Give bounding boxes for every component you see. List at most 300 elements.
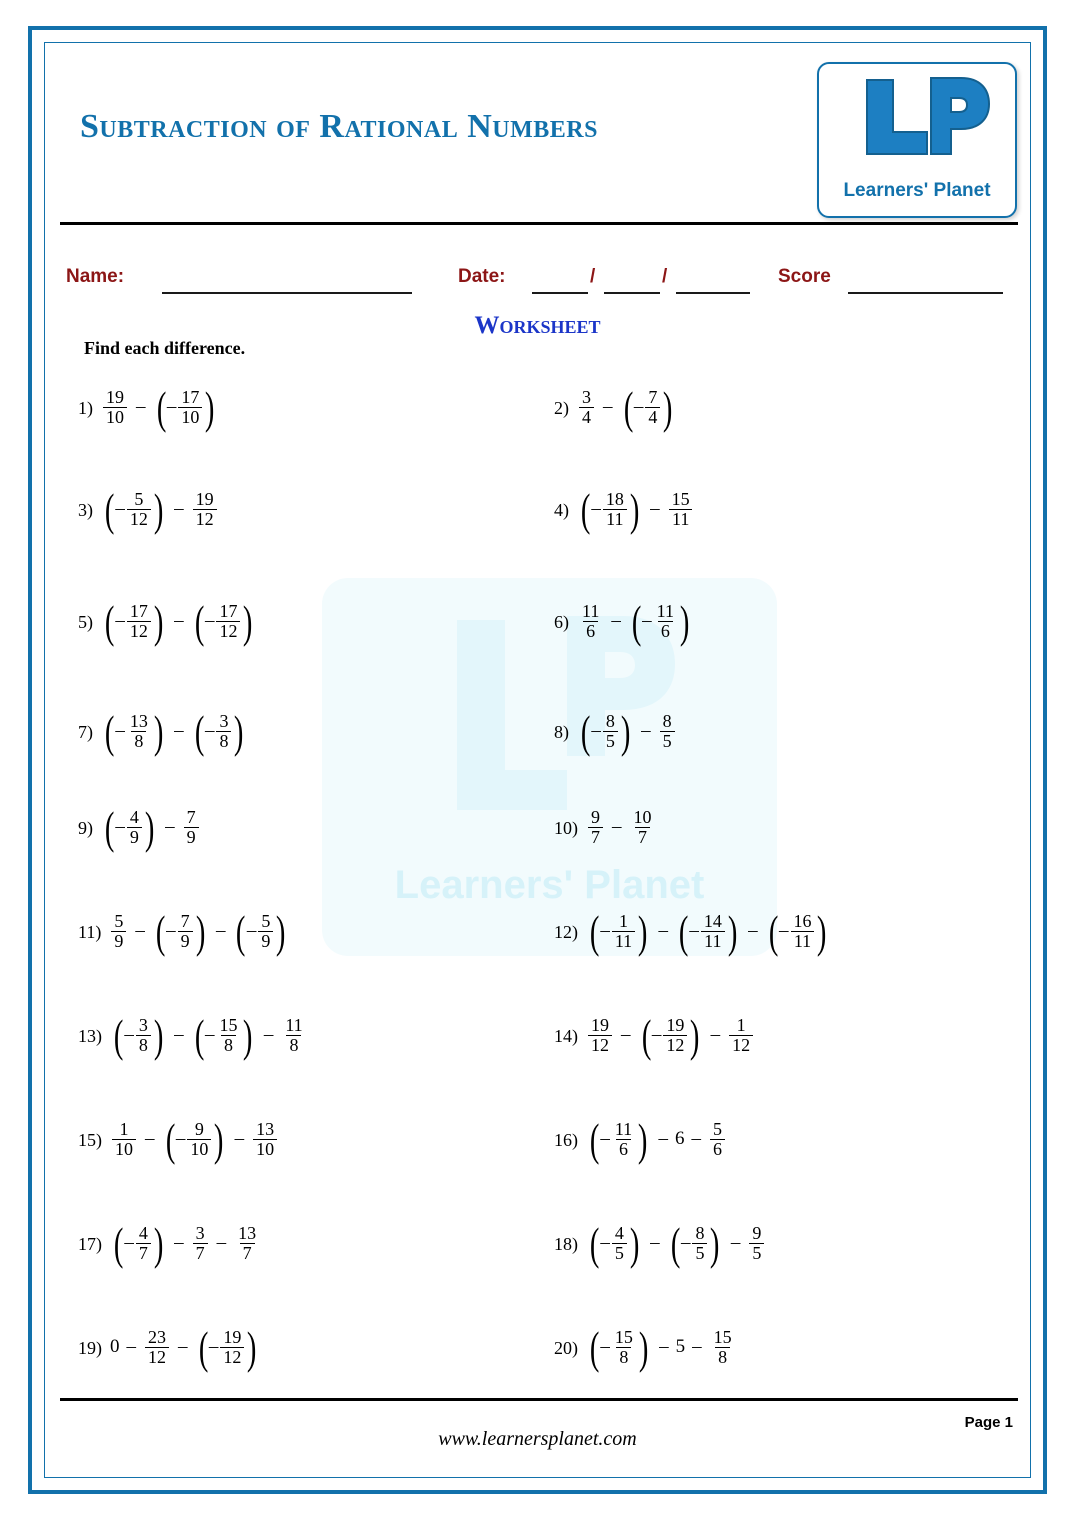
fraction-denominator: 5 (749, 1243, 764, 1263)
minus-sign: – (166, 396, 177, 418)
term (675, 905, 741, 957)
operator: – (178, 1336, 188, 1358)
problem-number: 19) (78, 1338, 102, 1359)
close-paren: ) (153, 483, 164, 535)
fraction (127, 602, 151, 641)
fraction-numerator: 15 (671, 489, 690, 509)
fraction-denominator: 5 (660, 731, 675, 751)
open-paren: ( (236, 905, 246, 957)
date-separator-1: / (590, 266, 596, 287)
fraction-denominator: 12 (193, 509, 217, 529)
problem-item (78, 905, 290, 957)
fraction (588, 1016, 612, 1055)
problem-number: 9) (78, 818, 93, 839)
fraction (603, 712, 618, 751)
minus-sign: – (680, 1232, 691, 1254)
minus-sign: – (204, 720, 215, 742)
date-separator-2: / (662, 266, 668, 287)
minus-sign: – (600, 920, 610, 942)
problem-expression (586, 905, 831, 957)
open-paren: ( (589, 1113, 600, 1165)
problem-number: 15) (78, 1130, 102, 1151)
page-title: Subtraction of Rational Numbers (80, 108, 598, 145)
problem-item (78, 1321, 261, 1373)
integer-term: 6 (675, 1128, 685, 1150)
problem-number: 5) (78, 612, 93, 633)
fraction (588, 808, 603, 847)
problem-expression (109, 905, 289, 957)
minus-sign: – (778, 920, 789, 942)
close-paren: ) (710, 1217, 720, 1269)
term (233, 1224, 261, 1263)
problem-expression (586, 1113, 727, 1165)
operator: – (174, 1024, 184, 1046)
fraction-numerator: 19 (591, 1015, 609, 1035)
problem-item (554, 705, 677, 757)
fraction-numerator: 11 (614, 1119, 633, 1139)
term (747, 1224, 766, 1263)
close-paren: ) (205, 381, 215, 433)
fraction (669, 490, 693, 529)
term (577, 705, 634, 757)
term (586, 1217, 643, 1269)
problem-number: 20) (554, 1338, 578, 1359)
close-paren: ) (629, 483, 640, 535)
term (101, 801, 158, 853)
term (101, 595, 167, 647)
open-paren: ( (631, 595, 642, 647)
close-paren: ) (638, 905, 648, 957)
fraction-numerator: 5 (713, 1119, 722, 1139)
fraction-numerator: 3 (195, 1223, 205, 1243)
problem-item (78, 381, 219, 433)
term (232, 905, 289, 957)
operator: – (174, 1232, 184, 1254)
term (110, 1217, 167, 1269)
open-paren: ( (198, 1321, 208, 1373)
problem-expression (586, 1009, 755, 1061)
minus-sign: – (651, 1024, 662, 1046)
fraction (220, 1328, 244, 1367)
date-label: Date: (458, 266, 506, 287)
problem-item (554, 483, 695, 535)
minus-sign: – (204, 1024, 215, 1046)
open-paren: ( (670, 1217, 681, 1269)
fraction (103, 388, 127, 427)
fraction (184, 808, 199, 847)
fraction-denominator: 8 (131, 731, 146, 751)
integer-term: 0 (110, 1336, 120, 1358)
fraction-numerator: 3 (219, 711, 229, 731)
close-paren: ) (234, 705, 244, 757)
problem-expression (577, 595, 693, 647)
problem-expression (101, 801, 201, 853)
fraction (603, 490, 627, 529)
fraction-numerator: 5 (134, 489, 144, 509)
problem-expression (110, 1321, 261, 1373)
problem-expression (101, 705, 248, 757)
open-paren: ( (580, 483, 591, 535)
minus-sign: – (175, 1128, 186, 1150)
term (708, 1120, 727, 1159)
term (153, 381, 219, 433)
fraction-denominator: 6 (658, 621, 673, 641)
fraction-numerator: 3 (582, 387, 591, 407)
fraction-denominator: 12 (127, 621, 151, 641)
problem-expression (101, 483, 219, 535)
problem-expression (586, 1217, 766, 1269)
fraction (692, 1224, 707, 1263)
operator: – (650, 498, 660, 520)
logo (817, 62, 1017, 218)
operator: – (135, 920, 145, 942)
fraction-denominator: 11 (701, 931, 724, 951)
fraction (253, 1120, 277, 1159)
problem-number: 16) (554, 1130, 578, 1151)
score-label: Score (778, 266, 831, 287)
problem-number: 7) (78, 722, 93, 743)
operator: – (691, 1128, 701, 1150)
fraction-denominator: 8 (216, 731, 231, 751)
problem-number: 10) (554, 818, 578, 839)
header-divider (60, 222, 1018, 225)
problem-expression (101, 595, 257, 647)
fraction-denominator: 6 (583, 621, 598, 641)
fraction-denominator: 8 (221, 1035, 236, 1055)
problem-number: 1) (78, 398, 93, 419)
minus-sign: – (689, 920, 699, 942)
open-paren: ( (113, 1217, 124, 1269)
fraction (579, 388, 594, 427)
open-paren: ( (165, 1113, 175, 1165)
worksheet-label: Worksheet (474, 312, 601, 339)
close-paren: ) (243, 1009, 253, 1061)
problem-number: 13) (78, 1026, 102, 1047)
operator: – (145, 1128, 155, 1150)
fraction-numerator: 7 (186, 807, 196, 827)
fraction-numerator: 9 (591, 807, 600, 827)
fraction-numerator: 1 (736, 1015, 746, 1035)
fraction (127, 712, 151, 751)
name-input-line[interactable] (162, 292, 412, 294)
problem-expression (110, 1217, 261, 1269)
date-day-line[interactable] (532, 292, 588, 294)
fraction-denominator: 8 (136, 1035, 151, 1055)
problem-item (554, 381, 677, 433)
fraction-numerator: 11 (656, 601, 675, 621)
fraction-numerator: 7 (648, 387, 658, 407)
problem-expression (110, 1009, 308, 1061)
fraction (216, 712, 231, 751)
fraction (711, 1328, 735, 1367)
open-paren: ( (589, 905, 600, 957)
operator: – (658, 920, 668, 942)
fraction-denominator: 4 (579, 407, 594, 427)
close-paren: ) (727, 905, 738, 957)
fraction (663, 1016, 687, 1055)
fraction (187, 1120, 211, 1159)
problem-item (554, 595, 693, 647)
operator: – (603, 396, 613, 418)
term (109, 912, 128, 951)
integer-term: 5 (675, 1336, 686, 1358)
minus-sign: – (115, 498, 125, 520)
fraction-denominator: 12 (216, 621, 240, 641)
term (101, 388, 129, 427)
fraction (645, 388, 660, 427)
minus-sign: – (208, 1336, 219, 1358)
operator: – (126, 1336, 136, 1358)
fraction-numerator: 9 (752, 1223, 762, 1243)
fraction (282, 1016, 305, 1055)
fraction-numerator: 15 (713, 1327, 732, 1347)
fraction-denominator: 9 (111, 931, 126, 951)
fraction (612, 1120, 635, 1159)
close-paren: ) (276, 905, 286, 957)
problem-item (554, 905, 831, 957)
fraction (790, 912, 814, 951)
fraction-denominator: 9 (258, 931, 273, 951)
problem-number: 12) (554, 922, 578, 943)
term (586, 1113, 652, 1165)
fraction (612, 1224, 627, 1263)
operator: – (658, 1128, 668, 1150)
problem-number: 3) (78, 500, 93, 521)
fraction-numerator: 17 (219, 601, 238, 621)
term (195, 1321, 261, 1373)
close-paren: ) (153, 1009, 164, 1061)
fraction-denominator: 7 (588, 827, 603, 847)
fraction-numerator: 4 (129, 807, 139, 827)
fraction-numerator: 5 (114, 911, 124, 931)
term (586, 1016, 614, 1055)
page-number: Page 1 (964, 1414, 1013, 1431)
term (162, 1113, 228, 1165)
operator: – (730, 1232, 741, 1254)
fraction (235, 1224, 259, 1263)
fraction (178, 388, 202, 427)
fraction (127, 808, 142, 847)
minus-sign: – (642, 610, 652, 632)
date-month-line[interactable] (604, 292, 660, 294)
term (143, 1328, 171, 1367)
open-paren: ( (104, 483, 115, 535)
operator: – (216, 1232, 227, 1254)
fraction (258, 912, 273, 951)
fraction-denominator: 11 (612, 931, 635, 951)
operator: – (748, 920, 758, 942)
fraction (127, 490, 151, 529)
open-paren: ( (194, 595, 205, 647)
date-year-line[interactable] (676, 292, 750, 294)
term (586, 1321, 652, 1373)
footer-url: www.learnersplanet.com (438, 1428, 637, 1450)
operator: – (136, 396, 146, 418)
fraction-denominator: 5 (603, 731, 618, 751)
term (629, 808, 657, 847)
problem-expression (577, 483, 695, 535)
problem-item (554, 1321, 737, 1373)
minus-sign: – (204, 610, 215, 632)
fraction (701, 912, 725, 951)
minus-sign: – (600, 1232, 610, 1254)
fraction (612, 1328, 636, 1367)
fraction-numerator: 8 (605, 711, 615, 731)
fraction (136, 1224, 151, 1263)
fraction-numerator: 13 (238, 1223, 257, 1243)
fraction-denominator: 9 (184, 827, 199, 847)
fraction-numerator: 4 (614, 1223, 624, 1243)
fraction (111, 912, 126, 951)
fraction (579, 602, 602, 641)
problem-expression (586, 1321, 737, 1373)
fraction (193, 1224, 208, 1263)
open-paren: ( (155, 905, 166, 957)
close-paren: ) (195, 905, 206, 957)
term (110, 1009, 167, 1061)
problem-number: 4) (554, 500, 569, 521)
close-paren: ) (247, 1321, 257, 1373)
operator: – (165, 816, 175, 838)
close-paren: ) (214, 1113, 224, 1165)
fraction-denominator: 9 (127, 827, 142, 847)
fraction-numerator: 13 (256, 1119, 275, 1139)
term (727, 1016, 755, 1055)
term (191, 595, 257, 647)
operator: – (621, 1024, 631, 1046)
term (620, 381, 677, 433)
fraction-denominator: 12 (127, 509, 151, 529)
term (586, 905, 652, 957)
term (638, 1009, 704, 1061)
operator: – (174, 610, 184, 632)
open-paren: ( (104, 801, 115, 853)
logo-brand-text: Learners' Planet (843, 180, 991, 201)
fraction-denominator: 12 (220, 1347, 244, 1367)
student-info-row (66, 262, 1016, 296)
term (191, 1009, 257, 1061)
fraction-numerator: 19 (106, 387, 124, 407)
fraction-numerator: 3 (138, 1015, 148, 1035)
problem-item (554, 1217, 766, 1269)
term (182, 808, 201, 847)
fraction (612, 912, 635, 951)
open-paren: ( (113, 1009, 124, 1061)
footer-divider (60, 1398, 1018, 1401)
problem-item (78, 705, 248, 757)
minus-sign: – (600, 1336, 610, 1358)
problem-item (78, 1113, 279, 1165)
fraction-denominator: 10 (103, 407, 127, 427)
open-paren: ( (678, 905, 689, 957)
minus-sign: – (591, 498, 601, 520)
fraction-denominator: 5 (692, 1243, 707, 1263)
fraction-numerator: 5 (261, 911, 271, 931)
fraction-numerator: 17 (181, 387, 200, 407)
fraction-denominator: 9 (178, 931, 193, 951)
close-paren: ) (817, 905, 827, 957)
fraction (654, 602, 677, 641)
fraction-numerator: 18 (605, 489, 624, 509)
operator: – (263, 1024, 274, 1046)
operator: – (650, 1232, 660, 1254)
fraction-numerator: 19 (666, 1015, 685, 1035)
problem-item (554, 1113, 727, 1165)
fraction-denominator: 12 (729, 1035, 753, 1055)
fraction-denominator: 8 (715, 1347, 730, 1367)
open-paren: ( (641, 1009, 651, 1061)
fraction-numerator: 9 (194, 1119, 204, 1139)
term (577, 483, 643, 535)
problem-expression (577, 381, 677, 433)
score-input-line[interactable] (848, 292, 1003, 294)
close-paren: ) (153, 1217, 164, 1269)
fraction-denominator: 11 (791, 931, 814, 951)
term (658, 712, 677, 751)
term (191, 490, 219, 529)
term (101, 705, 167, 757)
fraction-numerator: 15 (219, 1015, 238, 1035)
problem-item (78, 801, 201, 853)
problem-number: 11) (78, 922, 102, 943)
close-paren: ) (629, 1217, 640, 1269)
operator: – (692, 1336, 702, 1358)
fraction-denominator: 12 (663, 1035, 687, 1055)
minus-sign: – (166, 920, 176, 942)
term (191, 1224, 210, 1263)
problem-item (78, 1009, 308, 1061)
fraction-numerator: 13 (129, 711, 148, 731)
fraction-denominator: 11 (603, 509, 626, 529)
fraction-denominator: 7 (240, 1243, 255, 1263)
minus-sign: – (600, 1128, 610, 1150)
problem-item (78, 595, 257, 647)
fraction-numerator: 8 (695, 1223, 705, 1243)
close-paren: ) (144, 801, 155, 853)
problem-number: 8) (554, 722, 569, 743)
fraction (729, 1016, 753, 1055)
fraction (112, 1120, 136, 1159)
fraction (631, 808, 655, 847)
minus-sign: – (246, 920, 257, 942)
open-paren: ( (156, 381, 166, 433)
fraction (749, 1224, 764, 1263)
close-paren: ) (153, 595, 164, 647)
operator: – (234, 1128, 245, 1150)
fraction-numerator: 17 (129, 601, 148, 621)
open-paren: ( (194, 705, 205, 757)
operator: – (611, 610, 621, 632)
minus-sign: – (124, 1024, 134, 1046)
open-paren: ( (194, 1009, 205, 1061)
fraction-denominator: 8 (286, 1035, 301, 1055)
fraction (660, 712, 675, 751)
fraction-denominator: 7 (635, 827, 650, 847)
fraction-denominator: 10 (253, 1139, 277, 1159)
problem-item (78, 483, 219, 535)
fraction-numerator: 10 (633, 807, 652, 827)
minus-sign: – (591, 720, 601, 742)
close-paren: ) (243, 595, 253, 647)
problem-number: 14) (554, 1026, 578, 1047)
fraction-denominator: 10 (178, 407, 202, 427)
fraction-numerator: 11 (582, 601, 600, 621)
term (628, 595, 694, 647)
term (667, 1217, 724, 1269)
fraction-numerator: 19 (223, 1327, 242, 1347)
term (667, 490, 695, 529)
problem-item (78, 1217, 261, 1269)
